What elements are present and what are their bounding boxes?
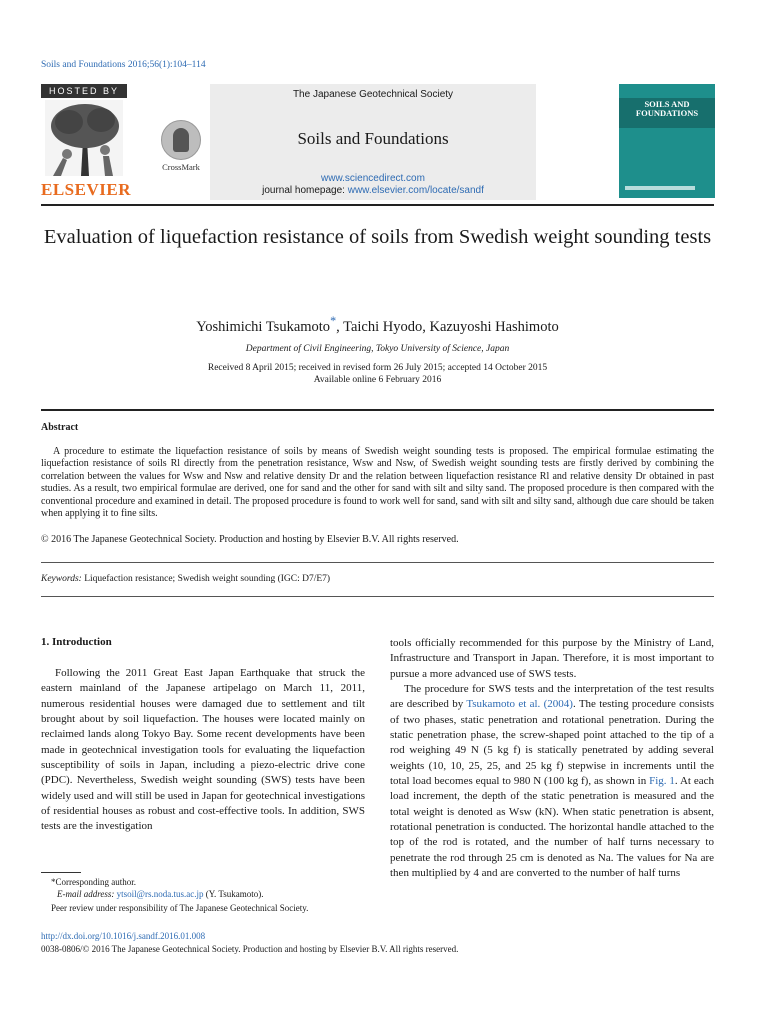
sciencedirect-link[interactable]: www.sciencedirect.com (321, 173, 425, 184)
keywords-divider-top (41, 562, 714, 563)
email-owner: (Y. Tsukamoto). (203, 889, 264, 899)
abstract-divider (41, 409, 714, 411)
author-list (41, 314, 714, 336)
abstract-text: A procedure to estimate the liquefaction resistance of soils by means of Swedish weight sounding tests is proposed. The empirical formulae estimating the liquefaction resistance of soils Rl directly from the penetration resistance, Wsw and Nsw, of Swedish weight sounding tests are firstly derived by combining the correlation between the values for Wsw and Nsw and relative density Dr and the relation between liquefaction resistance Rl and relative density Dr obtained in past studies. As a result, two empirical formulae are derived, one for sand and the other for sand with silt and silty sand. The proposed procedure is then compared with the conventional procedure and examined in detail. The proposed procedure is found to work well for sand, sand with silt and silty sand, although due care should be taken when applying it to fine silts. (41, 446, 714, 520)
paragraph-text: . The testing procedure consists of two phases, static penetration and rotational penetration. During the static penetration phase, the screw-shaped point attached to the tip of a rod weighing 49 N (5 kg f) is statically penetrated by adding several weights (10, 10, 25, 25, and 25 kg f) stepwise in increments until the total load becomes equal to 980 N (100 kg f), as shown in (390, 698, 714, 788)
journal-header-panel (210, 84, 536, 200)
available-date: Available online 6 February 2016 (313, 375, 442, 385)
intro-paragraph-1: tools officially recommended for this purpose by the Ministry of Land, Infrastructure and Transport in Japan. Therefore, it is most important to pursue a more advanced use of SWS tests. (390, 637, 714, 680)
journal-citation[interactable]: Soils and Foundations 2016;56(1):104–114 (41, 60, 206, 70)
paragraph-text: The procedure for SWS tests and the interpretation of the test results are described by (390, 683, 714, 711)
author-1: Yoshimichi Tsukamoto (196, 318, 331, 335)
elsevier-wordmark: ELSEVIER (41, 180, 131, 199)
crossmark-label: CrossMark (162, 162, 200, 172)
intro-paragraph-2 (390, 682, 714, 881)
journal-homepage (210, 185, 536, 196)
keywords-divider-bottom (41, 596, 714, 597)
crossmark-badge[interactable] (158, 120, 204, 172)
footnote-peer-review: Peer review under responsibility of The Japanese Geotechnical Society. (51, 903, 309, 913)
cover-title: SOILS AND FOUNDATIONS (635, 99, 699, 118)
abstract-copyright: © 2016 The Japanese Geotechnical Society. Production and hosting by Elsevier B.V. All rights reserved. (41, 534, 459, 545)
article-title: Evaluation of liquefaction resistance of soils from Swedish weight sounding tests (43, 226, 712, 248)
elsevier-logo[interactable] (41, 84, 131, 200)
footnote-email (57, 889, 264, 899)
other-authors: , Taichi Hyodo, Kazuyoshi Hashimoto (336, 318, 559, 335)
corresponding-author-mark[interactable]: * (330, 314, 337, 328)
received-dates: Received 8 April 2015; received in revised form 26 July 2015; accepted 14 October 2015 (207, 363, 548, 373)
keywords-text: Liquefaction resistance; Swedish weight sounding (IGC: D7/E7) (81, 574, 331, 584)
elsevier-tree-icon (45, 100, 123, 176)
section-heading: 1. Introduction (41, 636, 112, 648)
affiliation: Department of Civil Engineering, Tokyo University of Science, Japan (245, 344, 510, 354)
doi-link[interactable]: http://dx.doi.org/10.1016/j.sandf.2016.01.008 (41, 931, 206, 941)
figure-link-fig1[interactable]: Fig. 1 (649, 775, 675, 788)
paragraph-text: . At each load increment, the depth of the static penetration is measured and the total weight is denoted as Wsw (kN). When static penetration is absent, rotational penetration is conducted. The horizontal handle attached to the top of the rod is rotated, and the number of half turns necessary to penetrate the rod through 25 cm is denoted as Na. The values for Na are then multiplied by 4 and are converted to the number of half turns (390, 775, 714, 880)
reference-link-tsukamoto[interactable]: Tsukamoto et al. (2004) (466, 698, 573, 711)
email-label: E-mail address: (57, 889, 117, 899)
email-link[interactable]: ytsoil@rs.noda.tus.ac.jp (116, 889, 204, 899)
issn-copyright: 0038-0806/© 2016 The Japanese Geotechnical Society. Production and hosting by Elsevier B.V. All rights reserved. (41, 944, 459, 954)
footnote-corresponding: *Corresponding author. (51, 877, 136, 887)
abstract-heading: Abstract (41, 422, 79, 433)
header-divider (41, 204, 714, 206)
society-name: The Japanese Geotechnical Society (292, 89, 454, 100)
intro-right-column (390, 636, 714, 882)
homepage-link[interactable]: www.elsevier.com/locate/sandf (347, 185, 484, 196)
intro-left-column: Following the 2011 Great East Japan Earthquake that struck the eastern mainland of the Japanese artipelago on March 11, 2011, numerous residential houses were damaged due to settlement and tilt brought about by soil liquefaction. The houses were located mainly on reclaimed lands along Tokyo Bay. Some recent developments have been made in geotechnical investigation tools for evaluating the liquefaction susceptibility of soils in Japan, including a piezo-electric drive cone (PDC). Nevertheless, Swedish weight sounding (SWS) tests have been widely used and will still be used in Japan for geotechnical investigations of residential houses as robust and cost-effective tools. In addition, SWS tests are the investigation (41, 667, 365, 833)
keywords-label: Keywords: (41, 574, 82, 584)
hosted-by-label: HOSTED BY (41, 84, 127, 98)
article-dates (41, 362, 714, 386)
keywords (41, 574, 330, 584)
homepage-label: journal homepage: (262, 185, 348, 196)
crossmark-icon (161, 120, 201, 160)
journal-title: Soils and Foundations (297, 129, 449, 148)
journal-cover[interactable] (619, 84, 715, 198)
footnote-divider (41, 872, 81, 873)
